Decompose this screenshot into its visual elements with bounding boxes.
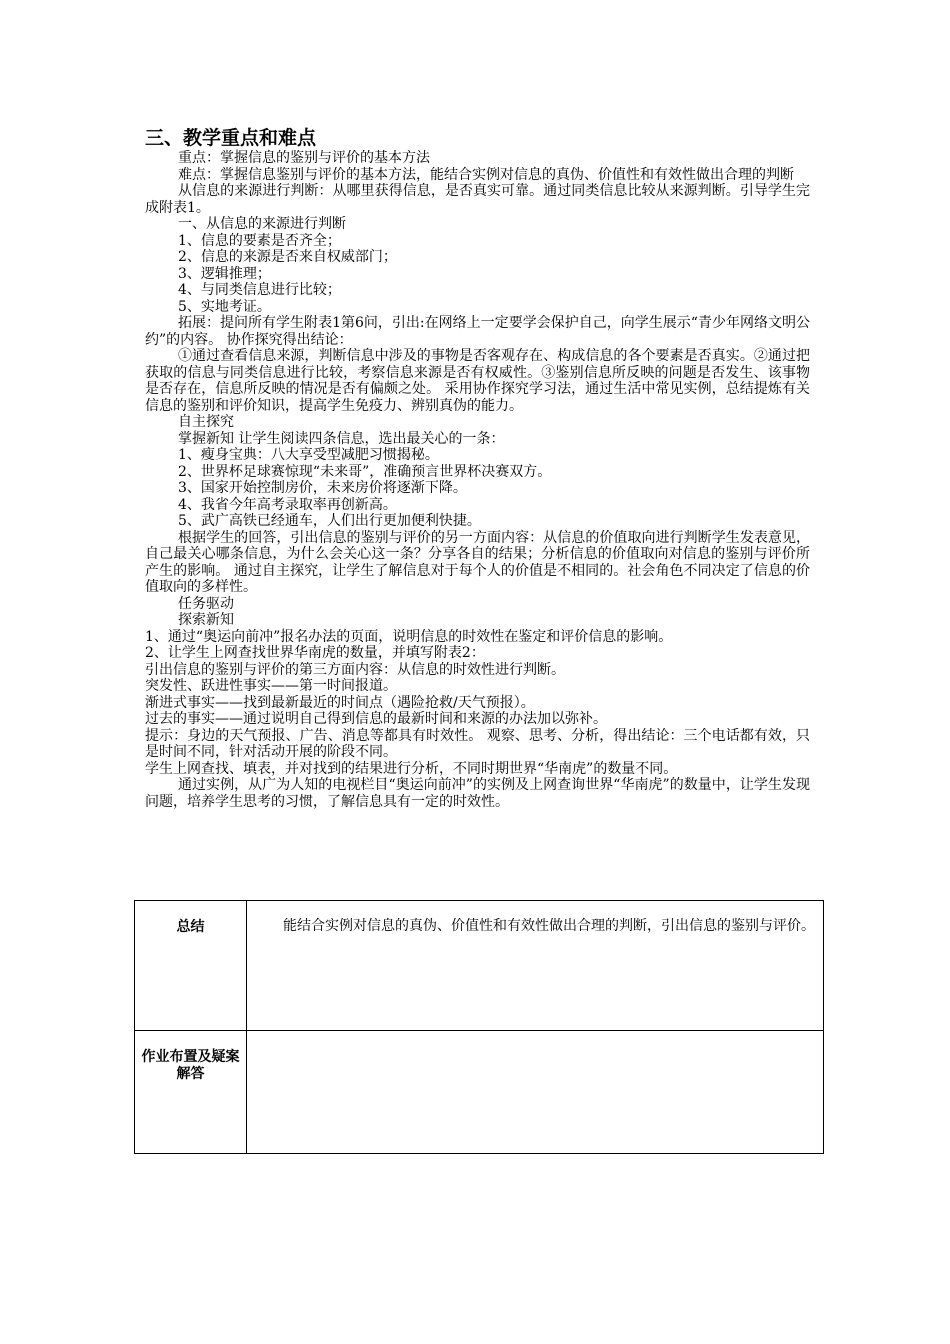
row-content <box>247 1031 824 1154</box>
list-item: 突发性、跃进性事实——第一时间报道。 <box>145 678 397 694</box>
list-item: 2、世界杯足球赛惊现“未来哥”，准确预言世界杯决赛双方。 <box>178 463 552 480</box>
subheading-explore: 探索新知 <box>178 612 234 628</box>
list-item: 过去的事实——通过说明自己得到信息的最新时间和来源的办法加以弥补。 <box>145 711 607 727</box>
source-judgement-intro: 从信息的来源进行判断：从哪里获得信息，是否真实可靠。通过同类信息比较从来源判断。引导学生完成附表1。 <box>145 183 810 216</box>
list-item: 1、通过“奥运向前冲”报名办法的页面，说明信息的时效性在鉴定和评价信息的影响。 <box>145 628 673 645</box>
row-content <box>247 901 824 1031</box>
list-item: 4、我省今年高考录取率再创新高。 <box>178 496 397 513</box>
row-label <box>135 901 247 1031</box>
tip-paragraph: 提示：身边的天气预报、广告、消息等都具有时效性。 观察、思考、分析，得出结论：三个电话都有效，只是时间不同，针对活动开展的阶段不同。 <box>145 727 810 760</box>
subheading-self-inquiry: 自主探究 <box>178 414 234 430</box>
list-item: 1、信息的要素是否齐全； <box>178 232 341 249</box>
summary-content: 能结合实例对信息的真伪、价值性和有效性做出合理的判断，引出信息的鉴别与评价。 <box>283 918 815 934</box>
list-item: 2、信息的来源是否来自权威部门； <box>178 249 397 265</box>
list-item: 1、瘦身宝典：八大享受型减肥习惯揭秘。 <box>178 447 439 463</box>
timeliness-paragraph: 引出信息的鉴别与评价的第三方面内容：从信息的时效性进行判断。 <box>145 661 565 678</box>
table-row <box>135 901 824 1031</box>
value-orientation-paragraph: 根据学生的回答，引出信息的鉴别与评价的另一方面内容：从信息的价值取向进行判断学生发表意见，自己最关心哪条信息，为什么会关心这一条？分享各自的结果；分析信息的价值取向对信息的鉴别与评价所产生的影响。 通过自主探究，让学生了解信息对于每个人的价值是不相同的。社会角色不同决定了信息的价值取向的多样性。 <box>145 529 810 595</box>
summary-paragraph: 通过实例，从广为人知的电视栏目“奥运向前冲”的实例及上网查询世界“华南虎”的数量中，让学生发现问题，培养学生思考的习惯，了解信息具有一定的时效性。 <box>145 777 810 810</box>
list-item: 2、让学生上网查找世界华南虎的数量，并填写附表2： <box>145 645 485 661</box>
key-point: 重点：掌握信息的鉴别与评价的基本方法 <box>178 150 430 166</box>
list-item: 渐进式事实——找到最新最近的时间点（遇险抢救/天气预报）。 <box>145 694 535 711</box>
table-row <box>135 1031 824 1154</box>
conclusion-paragraph: ①通过查看信息来源，判断信息中涉及的事物是否客观存在、构成信息的各个要素是否真实。②通过把获取的信息与同类信息进行比较，考察信息来源是否有权威性。③鉴别信息所反映的问题是否发生、该事物是否存在，信息所反映的情况是否有偏颇之处。 采用协作探究学习法，通过生活中常见实例，总结提炼有关信息的鉴别和评价知识，提高学生免疫力、辨别真伪的能力。 <box>145 348 810 414</box>
extension-paragraph: 拓展：提问所有学生附表1第6问，引出:在网络上一定要学会保护自己，向学生展示“青少年网络文明公约”的内容。 协作探究得出结论： <box>145 315 810 348</box>
summary-label: 总结 <box>176 919 205 935</box>
summary-table <box>134 900 824 1154</box>
subheading-source: 一、从信息的来源进行判断 <box>178 216 346 232</box>
list-item: 4、与同类信息进行比较； <box>178 282 341 298</box>
list-item: 5、实地考证。 <box>178 298 271 315</box>
difficulty: 难点：掌握信息鉴别与评价的基本方法，能结合实例对信息的真伪、价值性和有效性做出合理的判断 <box>178 166 794 183</box>
lesson-section <box>145 126 810 810</box>
new-knowledge-paragraph: 掌握新知 让学生阅读四条信息，选出最关心的一条： <box>178 430 505 447</box>
row-label <box>135 1031 247 1154</box>
list-item: 5、武广高铁已经通车，人们出行更加便利快捷。 <box>178 513 481 529</box>
list-item: 3、国家开始控制房价，未来房价将逐渐下降。 <box>178 480 467 496</box>
homework-content <box>247 1031 823 1047</box>
list-item: 3、逻辑推理； <box>178 265 271 282</box>
search-paragraph: 学生上网查找、填表，并对找到的结果进行分析，不同时期世界“华南虎”的数量不同。 <box>145 760 678 777</box>
subheading-task-driven: 任务驱动 <box>178 595 234 612</box>
homework-label: 作业布置及疑案解答 <box>141 1049 240 1082</box>
section-heading: 三、教学重点和难点 <box>145 127 317 149</box>
